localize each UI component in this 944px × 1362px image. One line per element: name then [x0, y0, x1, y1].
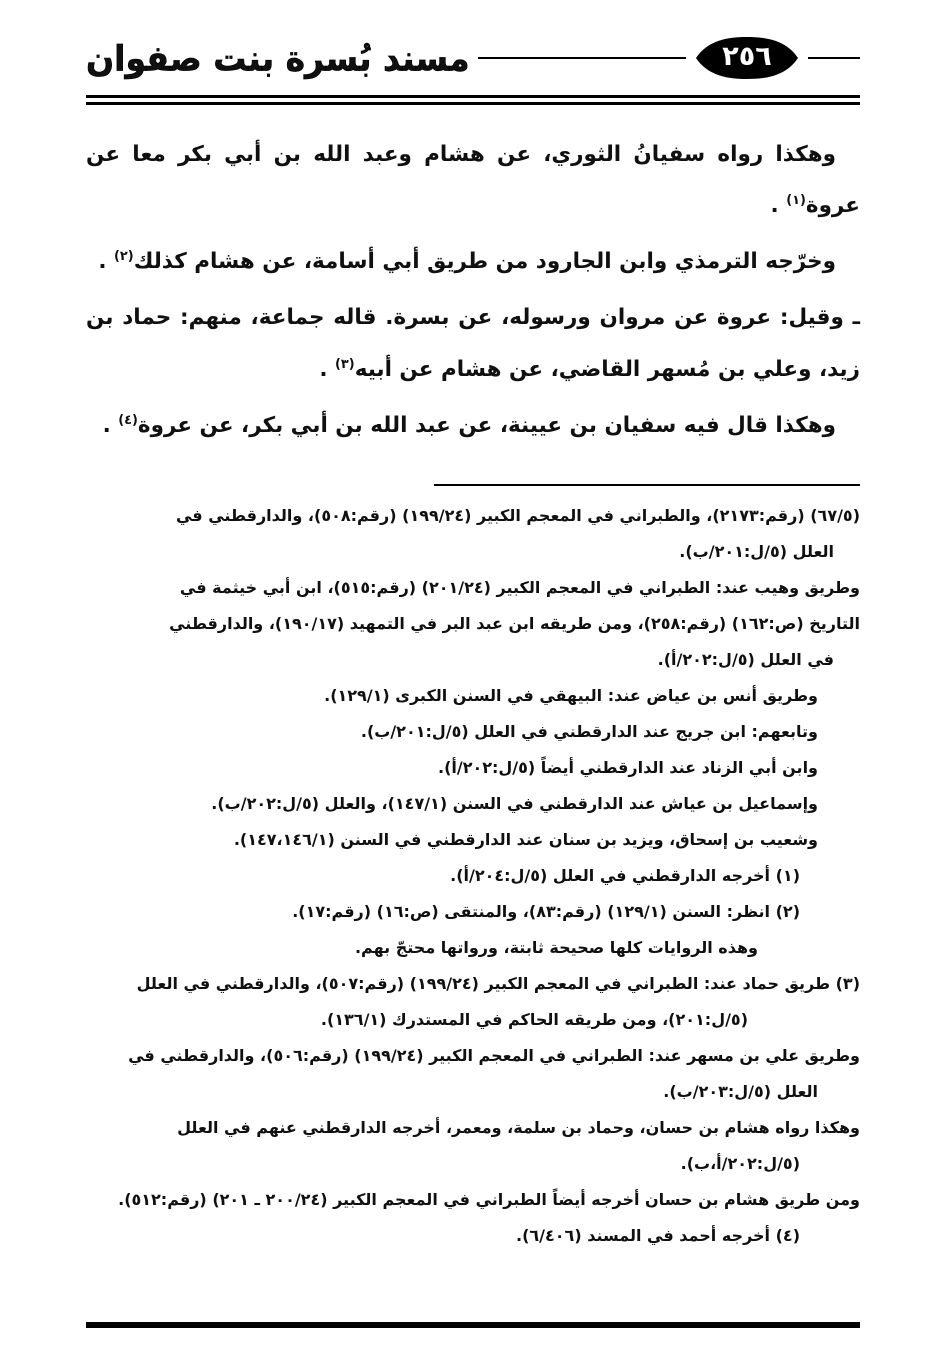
footnote-line: وطريق علي بن مسهر عند: الطبراني في المعجم الكبير (١٩٩/٢٤) (رقم:٥٠٦)، والدارقطني في	[128, 1045, 860, 1065]
header-double-rule	[86, 95, 860, 105]
footnote-line: العلل (٥/ل:٢٠١/ب).	[679, 541, 834, 561]
paragraph-period: .	[102, 412, 119, 438]
footnote-line: ومن طريق هشام بن حسان أخرجه أيضاً الطبراني في المعجم الكبير (٢٠٠/٢٤ ـ ٢٠١) (رقم:٥١٢).	[118, 1189, 860, 1209]
footnote-line: (٥/ل:٢٠٢/أ،ب).	[680, 1153, 800, 1173]
bottom-rule	[86, 1322, 860, 1328]
footnote-marker: (٣)	[335, 356, 355, 372]
book-title: مسند بُسرة بنت صفوان	[86, 37, 470, 79]
footnote-line: وتابعهم: ابن جريج عند الدارقطني في العلل (٥/ل:٢٠١/ب).	[360, 721, 818, 741]
page-header	[86, 28, 860, 105]
footnote-line: وطريق أنس بن عياض عند: البيهقي في السنن الكبرى (١٢٩/١).	[324, 685, 818, 705]
footnote-marker: (٢)	[114, 249, 134, 265]
paragraph	[86, 292, 860, 394]
header-rule-end	[808, 57, 860, 59]
paragraph-text: وخرّجه الترمذي وابن الجارود من طريق أبي أسامة، عن هشام كذلك	[133, 249, 836, 275]
paragraph	[86, 400, 860, 451]
footnote-line: وهكذا رواه هشام بن حسان، وحماد بن سلمة، ومعمر، أخرجه الدارقطني عنهم في العلل	[177, 1117, 860, 1137]
footnote-line: (٤) أخرجه أحمد في المسند (٦/٤٠٦).	[516, 1225, 800, 1245]
footnote-separator	[434, 484, 860, 486]
footnote-line: العلل (٥/ل:٢٠٣/ب).	[663, 1081, 818, 1101]
paragraph-period: .	[319, 356, 335, 382]
main-text	[86, 129, 860, 456]
paragraph-period: .	[98, 249, 115, 275]
paragraph-period: .	[770, 193, 787, 219]
footnote-line: وهذه الروايات كلها صحيحة ثابتة، ورواتها محتجّ بهم.	[354, 937, 758, 957]
footnote-line: (٢) انظر: السنن (١٢٩/١) (رقم:٨٣)، والمنتقى (ص:١٦) (رقم:١٧).	[292, 901, 800, 921]
footnote-line: في العلل (٥/ل:٢٠٢/أ).	[657, 649, 834, 669]
paragraph	[86, 236, 860, 287]
footnote-line: (٦٧/٥) (رقم:٢١٧٣)، والطبراني في المعجم الكبير (١٩٩/٢٤) (رقم:٥٠٨)، والدارقطني في	[175, 505, 860, 525]
footnote-line: وطريق وهيب عند: الطبراني في المعجم الكبير (٢٠١/٢٤) (رقم:٥١٥)، ابن أبي خيثمة في	[179, 577, 860, 597]
footnote-marker: (٤)	[118, 412, 138, 428]
paragraph-text: وهكذا قال فيه سفيان بن عيينة، عن عبد الله بن أبي بكر، عن عروة	[137, 412, 836, 438]
paragraph	[86, 129, 860, 231]
footnote-line: (١) أخرجه الدارقطني في العلل (٥/ل:٢٠٤/أ).	[450, 865, 800, 885]
footnote-line: وشعيب بن إسحاق، ويزيد بن سنان عند الدارقطني في السنن (١٤٧،١٤٦/١).	[233, 829, 818, 849]
footnote-marker: (١)	[786, 193, 806, 208]
page-number-badge	[694, 35, 800, 81]
footnote-line: (٥/ل:٢٠١)، ومن طريقه الحاكم في المستدرك (١٣٦/١).	[320, 1009, 748, 1029]
footnote-line: وابن أبي الزناد عند الدارقطني أيضاً (٥/ل:٢٠٢/أ).	[437, 757, 818, 777]
footnote-line: (٣) طريق حماد عند: الطبراني في المعجم الكبير (١٩٩/٢٤) (رقم:٥٠٧)، والدارقطني في العلل	[136, 973, 860, 993]
paragraph-text: ـ وقيل: عروة عن مروان ورسوله، عن بسرة. قاله جماعة، منهم: حماد بن زيد، وعلي بن مُسهر القاضي، عن هشام عن أبيه	[86, 305, 860, 382]
header-rule	[478, 57, 686, 59]
paragraph-text: وهكذا رواه سفيانُ الثوري، عن هشام وعبد الله بن أبي بكر معا عن عروة	[86, 142, 860, 219]
footnotes-section	[86, 484, 860, 1254]
header-row	[86, 28, 860, 88]
footnote-line: وإسماعيل بن عياش عند الدارقطني في السنن (١٤٧/١)، والعلل (٥/ل:٢٠٢/ب).	[211, 793, 818, 813]
page-number: ٢٥٦	[722, 40, 772, 72]
footnote-line: التاريخ (ص:١٦٢) (رقم:٢٥٨)، ومن طريقه ابن عبد البر في التمهيد (١٩٠/١٧)، والدارقطني	[169, 613, 860, 633]
